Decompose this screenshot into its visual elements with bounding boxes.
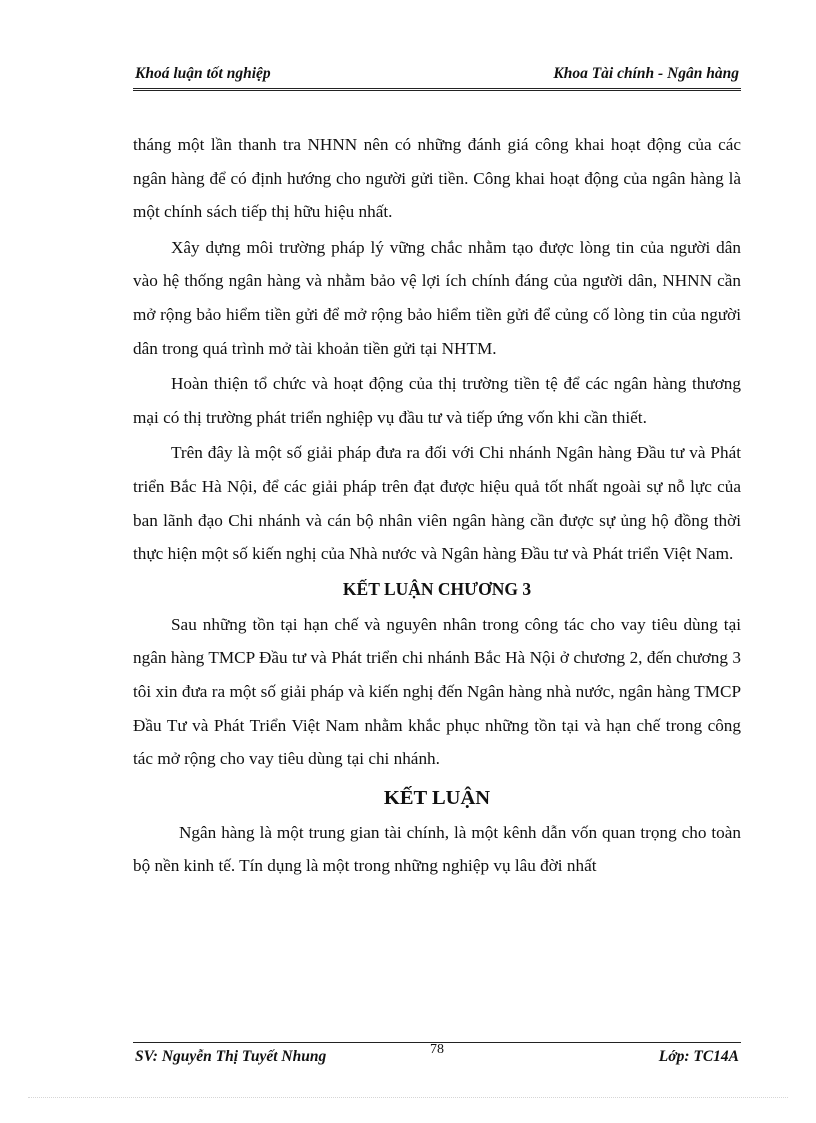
paragraph-3: Hoàn thiện tổ chức và hoạt động của thị trường tiền tệ để các ngân hàng thương mại có thị trường phát triển nghiệp vụ đầu tư và tiếp ứng vốn khi cần thiết. <box>133 374 741 427</box>
paragraph-1: tháng một lần thanh tra NHNN nên có những đánh giá công khai hoạt động của các ngân hàng để có định hướng cho người gửi tiền. Công khai hoạt động của ngân hàng là một chính sách tiếp thị hữu hiệu nhất. <box>133 135 741 222</box>
paragraph-4: Trên đây là một số giải pháp đưa ra đối với Chi nhánh Ngân hàng Đầu tư và Phát triển Bắc Hà Nội, để các giải pháp trên đạt được hiệu quả tốt nhất ngoài sự nỗ lực của ban lãnh đạo Chi nhánh và cán bộ nhân viên ngân hàng cần được sự ủng hộ đồng thời thực hiện một số kiến nghị của Nhà nước và Ngân hàng Đầu tư và Phát triển Việt Nam. <box>133 443 741 564</box>
conclusion-paragraph: Ngân hàng là một trung gian tài chính, là một kênh dẫn vốn quan trọng cho toàn bộ nền kinh tế. Tín dụng là một trong những nghiệp vụ lâu đời nhất <box>133 822 741 876</box>
page-bottom-border <box>28 1097 788 1098</box>
page-header <box>133 62 741 89</box>
paragraph-2: Xây dựng môi trường pháp lý vững chắc nhằm tạo được lòng tin của người dân vào hệ thống ngân hàng và nhằm bảo vệ lợi ích chính đáng của người dân, NHNN cần mở rộng bảo hiểm tiền gửi để mở rộng bảo hiểm tiền gửi để củng cố lòng tin của người dân trong quá trình mở tài khoản tiền gửi tại NHTM. <box>133 237 741 358</box>
header-rule <box>133 90 741 91</box>
footer-student-name: SV: Nguyễn Thị Tuyết Nhung <box>135 1048 327 1065</box>
section-heading: KẾT LUẬN CHƯƠNG 3 <box>342 578 532 599</box>
page-footer <box>133 1044 741 1072</box>
page-number: 78 <box>430 1042 444 1057</box>
document-body <box>133 128 741 885</box>
header-right-text: Khoa Tài chính - Ngân hàng <box>553 65 739 82</box>
conclusion-heading: KẾT LUẬN <box>383 786 491 809</box>
footer-class: Lớp: TC14A <box>658 1048 739 1065</box>
section-paragraph: Sau những tồn tại hạn chế và nguyên nhân trong công tác cho vay tiêu dùng tại ngân hàng TMCP Đầu tư và Phát triển chi nhánh Bắc Hà Nội ở chương 2, đến chương 3 tôi xin đưa ra một số giải pháp và kiến nghị đến Ngân hàng nhà nước, ngân hàng TMCP Đầu Tư và Phát Triển Việt Nam nhằm khắc phục những tồn tại và hạn chế trong công tác mở rộng cho vay tiêu dùng tại chi nhánh. <box>133 614 741 769</box>
header-left-text: Khoá luận tốt nghiệp <box>135 65 271 82</box>
